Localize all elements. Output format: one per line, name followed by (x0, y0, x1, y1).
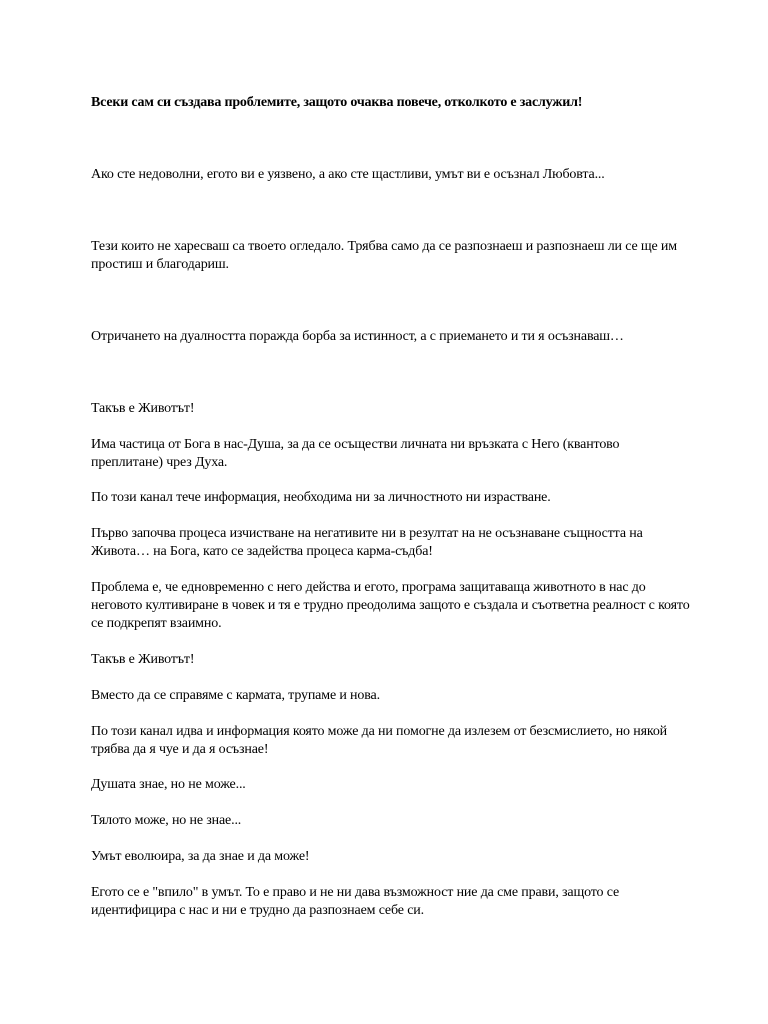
document-heading: Всеки сам си създава проблемите, защото очаква повече, отколкото е заслужил! (91, 95, 583, 110)
paragraph: Има частица от Бога в нас-Душа, за да се осъществи личната ни връзката с Него (квантово преплитане) чрез Духа. (91, 437, 620, 470)
paragraph: Първо започва процеса изчистване на негативите ни в резултат на не осъзнаване същността на Живота… на Бога, като се задейства процеса карма-съдба! (91, 526, 643, 559)
paragraph: Такъв е Животът! (91, 401, 195, 416)
paragraph: По този канал идва и информация която може да ни помогне да излезем от безсмислието, но някой трябва да я чуе и да я осъзнае! (91, 724, 668, 757)
paragraph: Ако сте недоволни, егото ви е уязвено, а ако сте щастливи, умът ви е осъзнал Любовта... (91, 167, 605, 182)
paragraph: Тялото може, но не знае... (91, 813, 242, 828)
paragraph: По този канал тече информация, необходима ни за личностното ни израстване. (91, 490, 551, 505)
paragraph: Егото се е "впило" в умът. То е право и не ни дава възможност ние да сме прави, защото се идентифицира с нас и ни е трудно да разпознаем себе си. (91, 885, 620, 918)
paragraph: Тези които не харесваш са твоето огледало. Трябва само да се разпознаеш и разпознаеш ли се ще им простиш и благодариш. (91, 239, 677, 272)
paragraph: Отричането на дуалността поражда борба за истинност, а с приемането и ти я осъзнаваш… (91, 329, 624, 344)
paragraph: Вместо да се справяме с кармата, трупаме и нова. (91, 688, 380, 703)
paragraph: Проблема е, че едновременно с него действа и егото, програма защитаваща животното в нас до неговото култивиране в човек и тя е трудно преодолима защото е създала и съответна реалност с която се подкрепят взаимно. (91, 580, 690, 631)
paragraph: Такъв е Животът! (91, 652, 195, 667)
paragraph: Душата знае, но не може... (91, 777, 246, 792)
paragraph: Умът еволюира, за да знае и да може! (91, 849, 310, 864)
